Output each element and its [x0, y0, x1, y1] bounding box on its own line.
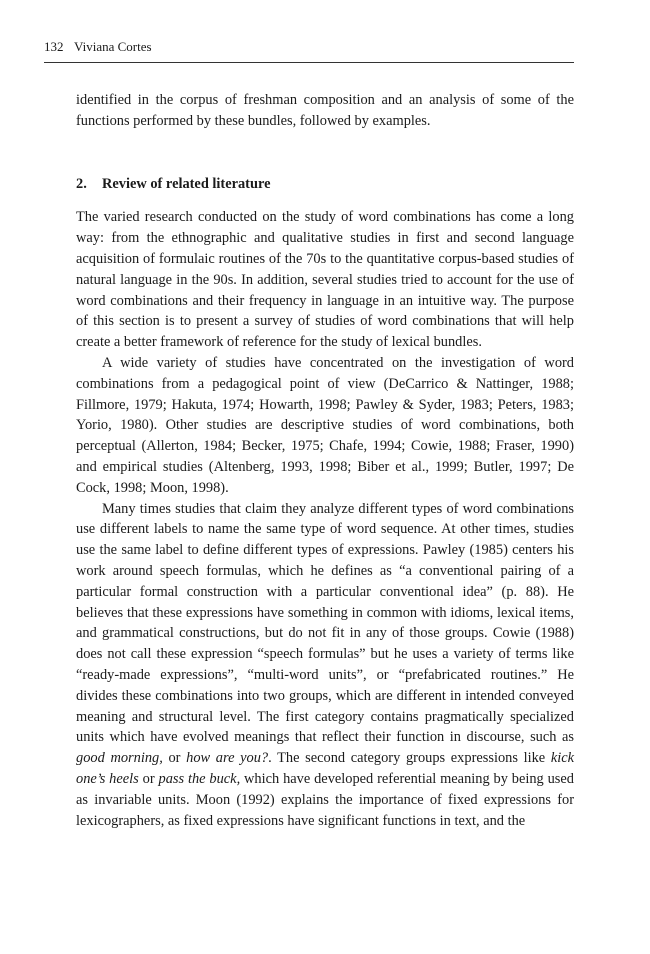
running-head-author: Viviana Cortes	[74, 39, 152, 54]
paragraph-1: The varied research conducted on the study of word combinations has come a long way: from the ethnographic and qualitative studies in first and second language acquisition of formulaic routines of the 70s to the quantitative corpus-based studies of natural language in the 90s. In addition, several studies tried to account for the use of word combinations and their frequency in language in an intuitive way. The purpose of this section is to present a survey of studies of word combinations that will help create a better framework of reference for the study of lexical bundles.	[76, 209, 574, 351]
section-heading	[76, 174, 574, 195]
section-title: Review of related literature	[102, 175, 271, 192]
example-pass-the-buck: pass the buck,	[158, 770, 241, 787]
intro-paragraph: identified in the corpus of freshman composition and an analysis of some of the functions performed by these bundles, followed by examples.	[76, 92, 574, 129]
paragraph-2: A wide variety of studies have concentrated on the investigation of word combinations from a pedagogical point of view (DeCarrico & Nattinger, 1988; Fillmore, 1979; Hakuta, 1974; Howarth, 1998; Pawley & Syder, 1983; Peters, 1983; Yorio, 1980). Other studies are descriptive studies of word combinations, both perceptual (Allerton, 1984; Becker, 1975; Chafe, 1994; Cowie, 1988; Fraser, 1990) and empirical studies (Altenberg, 1993, 1998; Biber et al., 1999; Butler, 1997; De Cock, 1998; Moon, 1998).	[76, 354, 574, 496]
section-number: 2.	[76, 175, 87, 192]
example-how-are-you: how are you?	[186, 750, 269, 767]
paragraph-3-text-e: which have developed referential meaning by being used as invariable units. Moon (1992) explains the importance of fixed expressions for lexicographers, as fixed expressions have significant functions in text, and the	[76, 770, 574, 829]
paragraph-3-text-a: Many times studies that claim they analyze different types of word combinations use different labels to name the same type of word sequence. At other times, studies use the same label to define different types of expressions. Pawley (1985) centers his work around speech formulas, which he defines as “a conventional pairing of a particular formal construction with a particular conventional idea” (p. 88). He believes that these expressions have something in common with idioms, lexical items, and grammatical constructions, but do not fit in any of those groups. Cowie (1988) does not call these expression “speech formulas” but he uses a variety of terms like “ready-made expressions”, “multi-word units”, or “prefabricated routines.” He divides these combinations into two groups, which are different in intended conveyed meaning and structural level. The first category contains pragmatically specialized units which have evolved meanings that reflect their function in discourse, such as	[76, 500, 574, 746]
example-good-morning: good morning,	[76, 750, 163, 767]
paragraph-3-text-b: or	[162, 750, 187, 767]
example-kick-ones-heels: kick one’s heels	[76, 750, 575, 787]
page-body	[76, 90, 574, 831]
page-number: 132	[44, 39, 64, 54]
paragraph-3	[76, 499, 574, 832]
running-head	[44, 38, 574, 63]
paragraph-3-text-d: or	[138, 770, 159, 787]
paragraph-3-text-c: . The second category groups expressions like	[268, 750, 551, 767]
